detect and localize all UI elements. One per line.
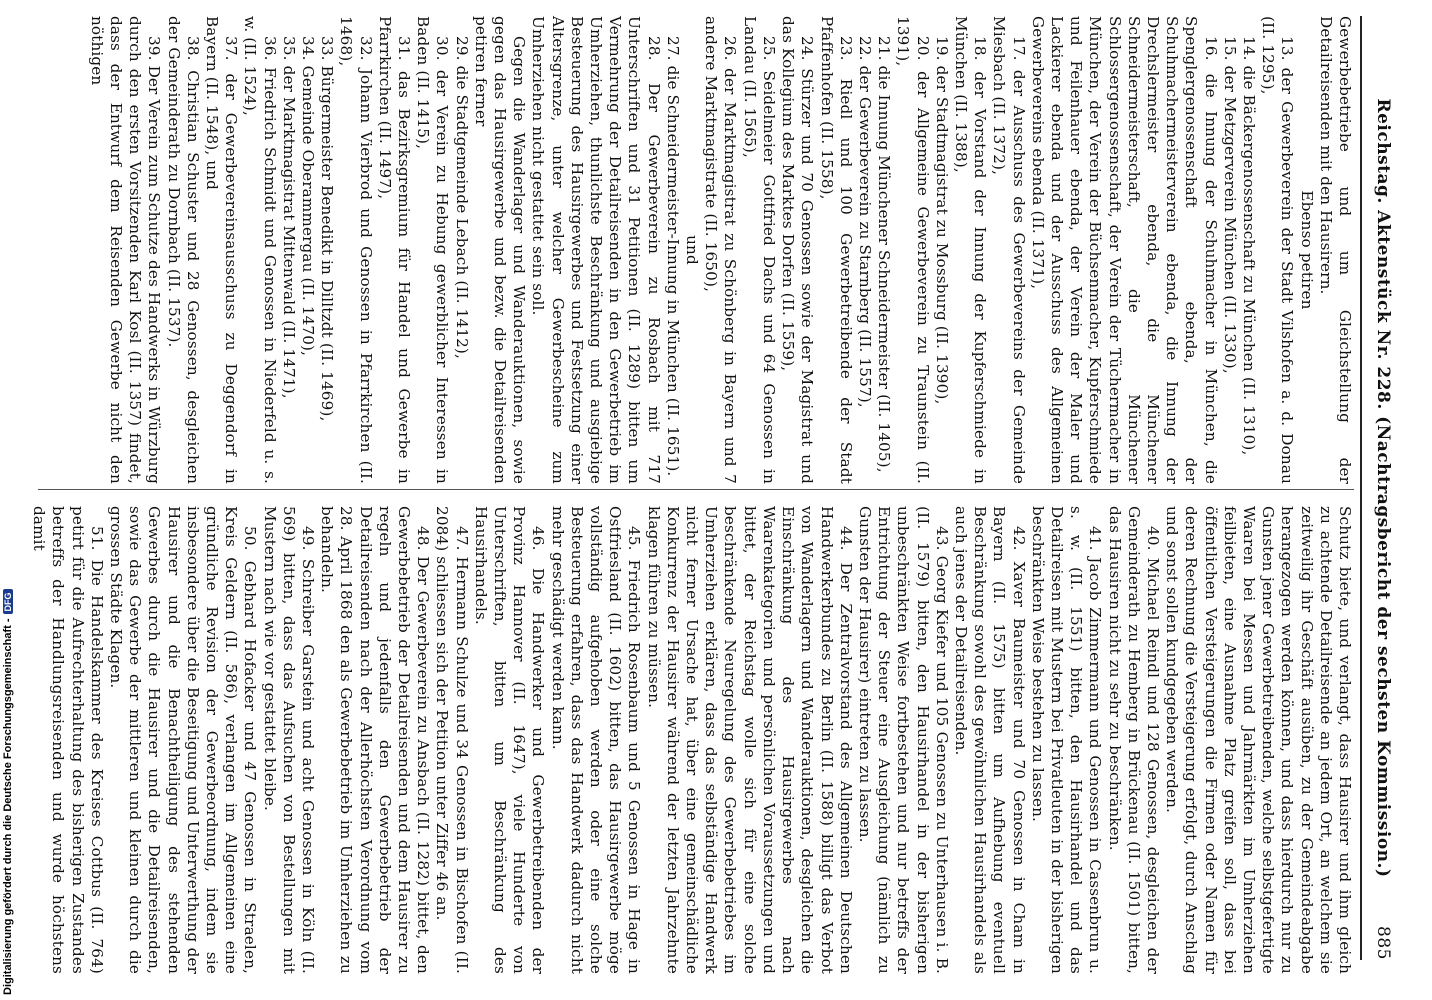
left-column-paragraph: Gegen die Wanderlager und Wanderauktionen, sowie gegen das Hausirgewerbe und bezw. die Detailreisenden petiren ferner bbox=[471, 16, 529, 484]
digitization-note-text: Digitalisierung gefördert durch die Deutsche Forschungsgemeinschaft - bbox=[2, 618, 14, 995]
right-column-paragraph: 49. Schreiber Garstein und acht Genossen in Köln (II. 569) bitten, dass das Aufsuchen von Bestellungen mit Mustern nach wie vor gestattet bleibe. bbox=[260, 506, 318, 974]
right-column-paragraph: 47. Hermann Schulze und 34 Genossen in Bischofen (II. 2084) schliessen sich der Petition unter Ziffer 46 an. bbox=[433, 506, 471, 974]
left-column-paragraph: 18. der Vorstand der Innung der Kupferschmiede in München (II. 1388), bbox=[951, 16, 990, 484]
left-column-paragraph: 33. Bürgermeister Benedikt in Dilltzdt (II. 1469), bbox=[318, 36, 337, 422]
right-column bbox=[30, 506, 1354, 974]
right-column-paragraph: 40. Michael Reindl und 128 Genossen, desgleichen der Gemeinderath zu Hemberg in Brückenau (II. 1501) bitten, das Hausiren nicht zu sehr zu beschränken. bbox=[1105, 506, 1162, 974]
left-column-paragraph: 29. die Stadtgemeinde Lebach (II. 1412), bbox=[452, 36, 471, 359]
right-column-paragraph: 44. Der Zentralvorstand des Allgemeinen Deutschen Handwerkerbundes zu Berlin (II. 1588) billigt das Verbot von Wanderlagern und Wanderauktionen, desgleichen die Einschränkung des Hausirgewerbes nach Waarenkategorien und persönlichen Voraussetzungen und bittet, der Reichstag wolle sich für eine solche beschränkende Neuregelung des Gewerbebetriebes im Umherziehen erklären, dass das selbständige Handwerk nicht ferner Ursache hat, über eine gemeinschädliche Konkurrenz der Hausirer während der letzten Jahrzehnte klagen führen zu müssen. bbox=[644, 506, 855, 974]
left-column-paragraph: 21. die Innung Münchener Schneidermeister (II. 1405), bbox=[875, 36, 894, 473]
left-column-paragraph: 37. der Gewerbevereinsausschuss zu Deggendorf in Bayern (II. 1548), und bbox=[203, 16, 241, 484]
page-title: Reichstag. Aktenstück Nr. 228. (Nachtragsbericht der sechsten Kommission.) bbox=[1373, 98, 1393, 878]
left-column-paragraph: 30. der Verein zu Hebung gewerblicher Interessen in Baden (II. 1415), bbox=[414, 16, 452, 484]
left-column-paragraph: 22. der Gewerbeverein zu Starnberg (II. 1557), bbox=[855, 36, 874, 408]
left-column-paragraph: 19. der Stadtmagistrat zu Mossburg (II. 1390), bbox=[932, 36, 951, 405]
left-column-paragraph: 20. der Allgemeine Gewerbeverein zu Traunstein (II. 1391), bbox=[894, 16, 932, 484]
left-column-paragraph: 35. der Marktmagistrat Mittenwald (II. 1471), bbox=[279, 36, 298, 399]
left-column-paragraph: Gewerbebetriebe und um Gleichstellung der Detailreisenden mit den Hausirern. bbox=[1316, 16, 1354, 484]
left-column-paragraph: 28. Der Gewerbeverein zu Rosbach mit 717 Unterschriften und 31 Petitionen (II. 1289) bitten um Vermehrung der Detailreisenden in den Gewerbetrieb im Umherziehen, thunlichste Beschränkung und ausgiebige Besteuerung des Hausirgewerbes und Festsetzung einer Altersgrenze, unter welcher Gewerbescheine zum Umherziehen nicht gestattet sein soll. bbox=[529, 16, 663, 484]
left-column-paragraph: 15. der Metzgerverein München (II. 1330), bbox=[1220, 36, 1239, 374]
dfg-logo: DFG bbox=[3, 589, 13, 614]
right-column-paragraph: 45. Friedrich Rosenbaum und 5 Genossen in Hage in Ostfriesland (II. 1602) bitten, das Hausirgewerbe möge vollständig aufgehoben werden oder eine solche Besteuerung erfahren, dass das Handwerk dadurch nicht mehr geschädigt werden kann. bbox=[548, 506, 644, 974]
left-column-paragraph: 23. Riedl und 100 Gewerbetreibende der Stadt Pfaffenhofen (II. 1558), bbox=[817, 16, 855, 484]
left-column-paragraph: 13. der Gewerbeverein der Stadt Vilshofen a. d. Donau (II. 1295), bbox=[1259, 16, 1297, 484]
left-column-paragraph: 25. Seidelmeier Gottfried Dachs und 64 Genossen in Landau (II. 1565), bbox=[740, 16, 778, 484]
right-column-paragraph: 43. Georg Kiefer und 105 Genossen zu Unterhausen i. B. (II. 1579) bitten, den Hausirhandel in der bisherigen unbeschränkten Weise fortbestehen und nur betreffs der Entrichtung der Steuer eine Ausgleichung (nämlich zu Gunsten der Hausirer) eintreten zu lassen. bbox=[855, 506, 951, 974]
document-page bbox=[20, 0, 1420, 1000]
right-column-paragraph: 51. Die Handelskammer des Kreises Cottbus (II. 764) petirt für die Aufrechterhaltung des bisherigen Zustandes betreffs der Handlungsreisenden und wurde höchstens damit bbox=[30, 506, 106, 974]
left-column-paragraph: 27. die Schneidermeister-Innung in München (II. 1651). bbox=[663, 36, 682, 477]
left-column-paragraph: und bbox=[683, 235, 702, 265]
page-header bbox=[1366, 16, 1400, 960]
left-column-paragraph: 14. die Bäckergenossenschaft zu München (II. 1310), bbox=[1239, 36, 1258, 456]
left-column-paragraph: 38. Christian Schuster und 28 Genossen, desgleichen der Gemeinderath zu Dornbach (II. 1537). bbox=[164, 16, 202, 484]
page-number: 885 bbox=[1373, 926, 1393, 960]
column-divider bbox=[38, 489, 1354, 490]
right-column-paragraph: 42. Xaver Baumeister und 70 Genossen in Cham in Bayern (II. 1575) bitten um Aufhebung eventuell Beschränkung sowohl des gewöhnlichen Hausirhandels als auch jenes der Detailreisenden. bbox=[951, 506, 1028, 974]
left-column-paragraph: Ebenso petiren bbox=[1297, 190, 1316, 310]
left-column-paragraph: 17. der Ausschuss des Gewerbevereins der Gemeinde Miesbach (II. 1372), bbox=[990, 16, 1028, 484]
left-column-paragraph: 32. Johann Vierbrod und Genossen in Pfarrkirchen (II. 1468), bbox=[337, 16, 375, 484]
left-column-paragraph: 36. Friedrich Schmidt und Genossen in Niederfeld u. s. w. (II. 1524), bbox=[241, 16, 279, 484]
digitization-note bbox=[2, 592, 14, 995]
left-column-paragraph: 31. das Bezirksgremium für Handel und Gewerbe in Pfarrkirchen (II. 1497), bbox=[375, 16, 414, 484]
header-rule bbox=[1360, 16, 1362, 960]
right-column-paragraph: Schutz biete, und verlangt, dass Hausirer und ihm gleich zu achtende Detailreisende an jedem Ort, an welchem sie zeitweilig ihr Geschäft ausüben, zu der Gemeindeabgabe herangezogen werden können, und dass hierdurch nur zu Gunsten jener Gewerbetreibenden, welche selbstgefertigte Waaren bei Messen und Jahrmärkten im Umherziehen feilbieten, eine Ausnahme Platz greifen soll, dass bei öffentlichen Versteigerungen die Firmen oder Namen für deren Rechnung die Versteigerung erfolgt, durch Anschlag und sonst sollen kundgegeben werden. bbox=[1163, 506, 1354, 974]
left-column-paragraph: 24. Stürzer und 70 Genossen sowie der Magistrat und das Kollegium des Marktes Dorfen (II. 1559), bbox=[779, 16, 817, 484]
left-column-paragraph: 26. der Marktmagistrat zu Schönberg in Bayern und 7 andere Marktmagistrate (II. 1650), bbox=[702, 16, 740, 484]
right-column-paragraph: 48. Der Gewerbeverein zu Ansbach (II. 1282) bittet, den Gewerbebetrieb der Detailreisenden und dem Hausirer zu regeln und jedenfalls den Gewerbebetrieb der Detailreisenden nach der Allerhöchsten Verordnung vom 28. April 1868 den als Gewerbebetrieb im Umherziehen zu behandeln. bbox=[318, 506, 433, 974]
left-column bbox=[38, 16, 1354, 484]
left-column-paragraph: 16. die Innung der Schuhmacher in München, die Spenglergenossenschaft ebenda, der Schuhmachermeisterverein ebenda, die Innung der Drechslermeister ebenda, die Münchener Schneidermeisterschaft, die Münchener Schlossergenossenschaft, der Verein der Tüchermacher in München, der Verein der Büchsenmacher, Kupferschmiede und Feilenhauer ebenda, der Verein der Maler und Lackierer ebenda und der Ausschuss des Allgemeinen Gewerbevereins ebenda (II. 1371), bbox=[1028, 16, 1220, 484]
right-column-paragraph: 50. Gebhard Hofacker und 47 Genossen in Straelen, Kreis Geldern (II. 586), verlangen im Allgemeinen eine gründliche Revision der Gewerbeordnung, indem sie insbesondere über die Beseitigung und Unterwerthung der Hausirer und die Benachtheiligung des stehenden Gewerbes durch die Hausirer und die Detailreisenden, sowie das Gewerbe der mittleren und kleinen durch die grossen Städte Klagen. bbox=[107, 506, 260, 974]
right-column-paragraph: 46. Die Handwerker und Gewerbetreibenden der Provinz Hannover (II. 1647), viele Hunderte von Unterschriften, bitten um Beschränkung des Hausirhandels. bbox=[471, 506, 548, 974]
left-column-paragraph: 39. Der Verein zum Schutze des Handwerks in Würzburg durch den ersten Vorsitzenden Karl Kosl (II. 1357) findet, dass der Entwurf dem Reisenden Gewerbe nicht den nöthigen bbox=[87, 16, 164, 484]
digitization-footer bbox=[0, 0, 20, 1000]
left-column-paragraph: 34. Gemeinde Oberammergau (II. 1470), bbox=[299, 36, 318, 357]
right-column-paragraph: 41. Jacob Zimmermann und Genossen in Cassenbrun u. s. w. (II. 1551) bitten, den Hausirhandel und das Detailreisen mit Mustern bei Privatleuten in der bisherigen beschränkten Weise bestehen zu lassen. bbox=[1028, 506, 1105, 974]
